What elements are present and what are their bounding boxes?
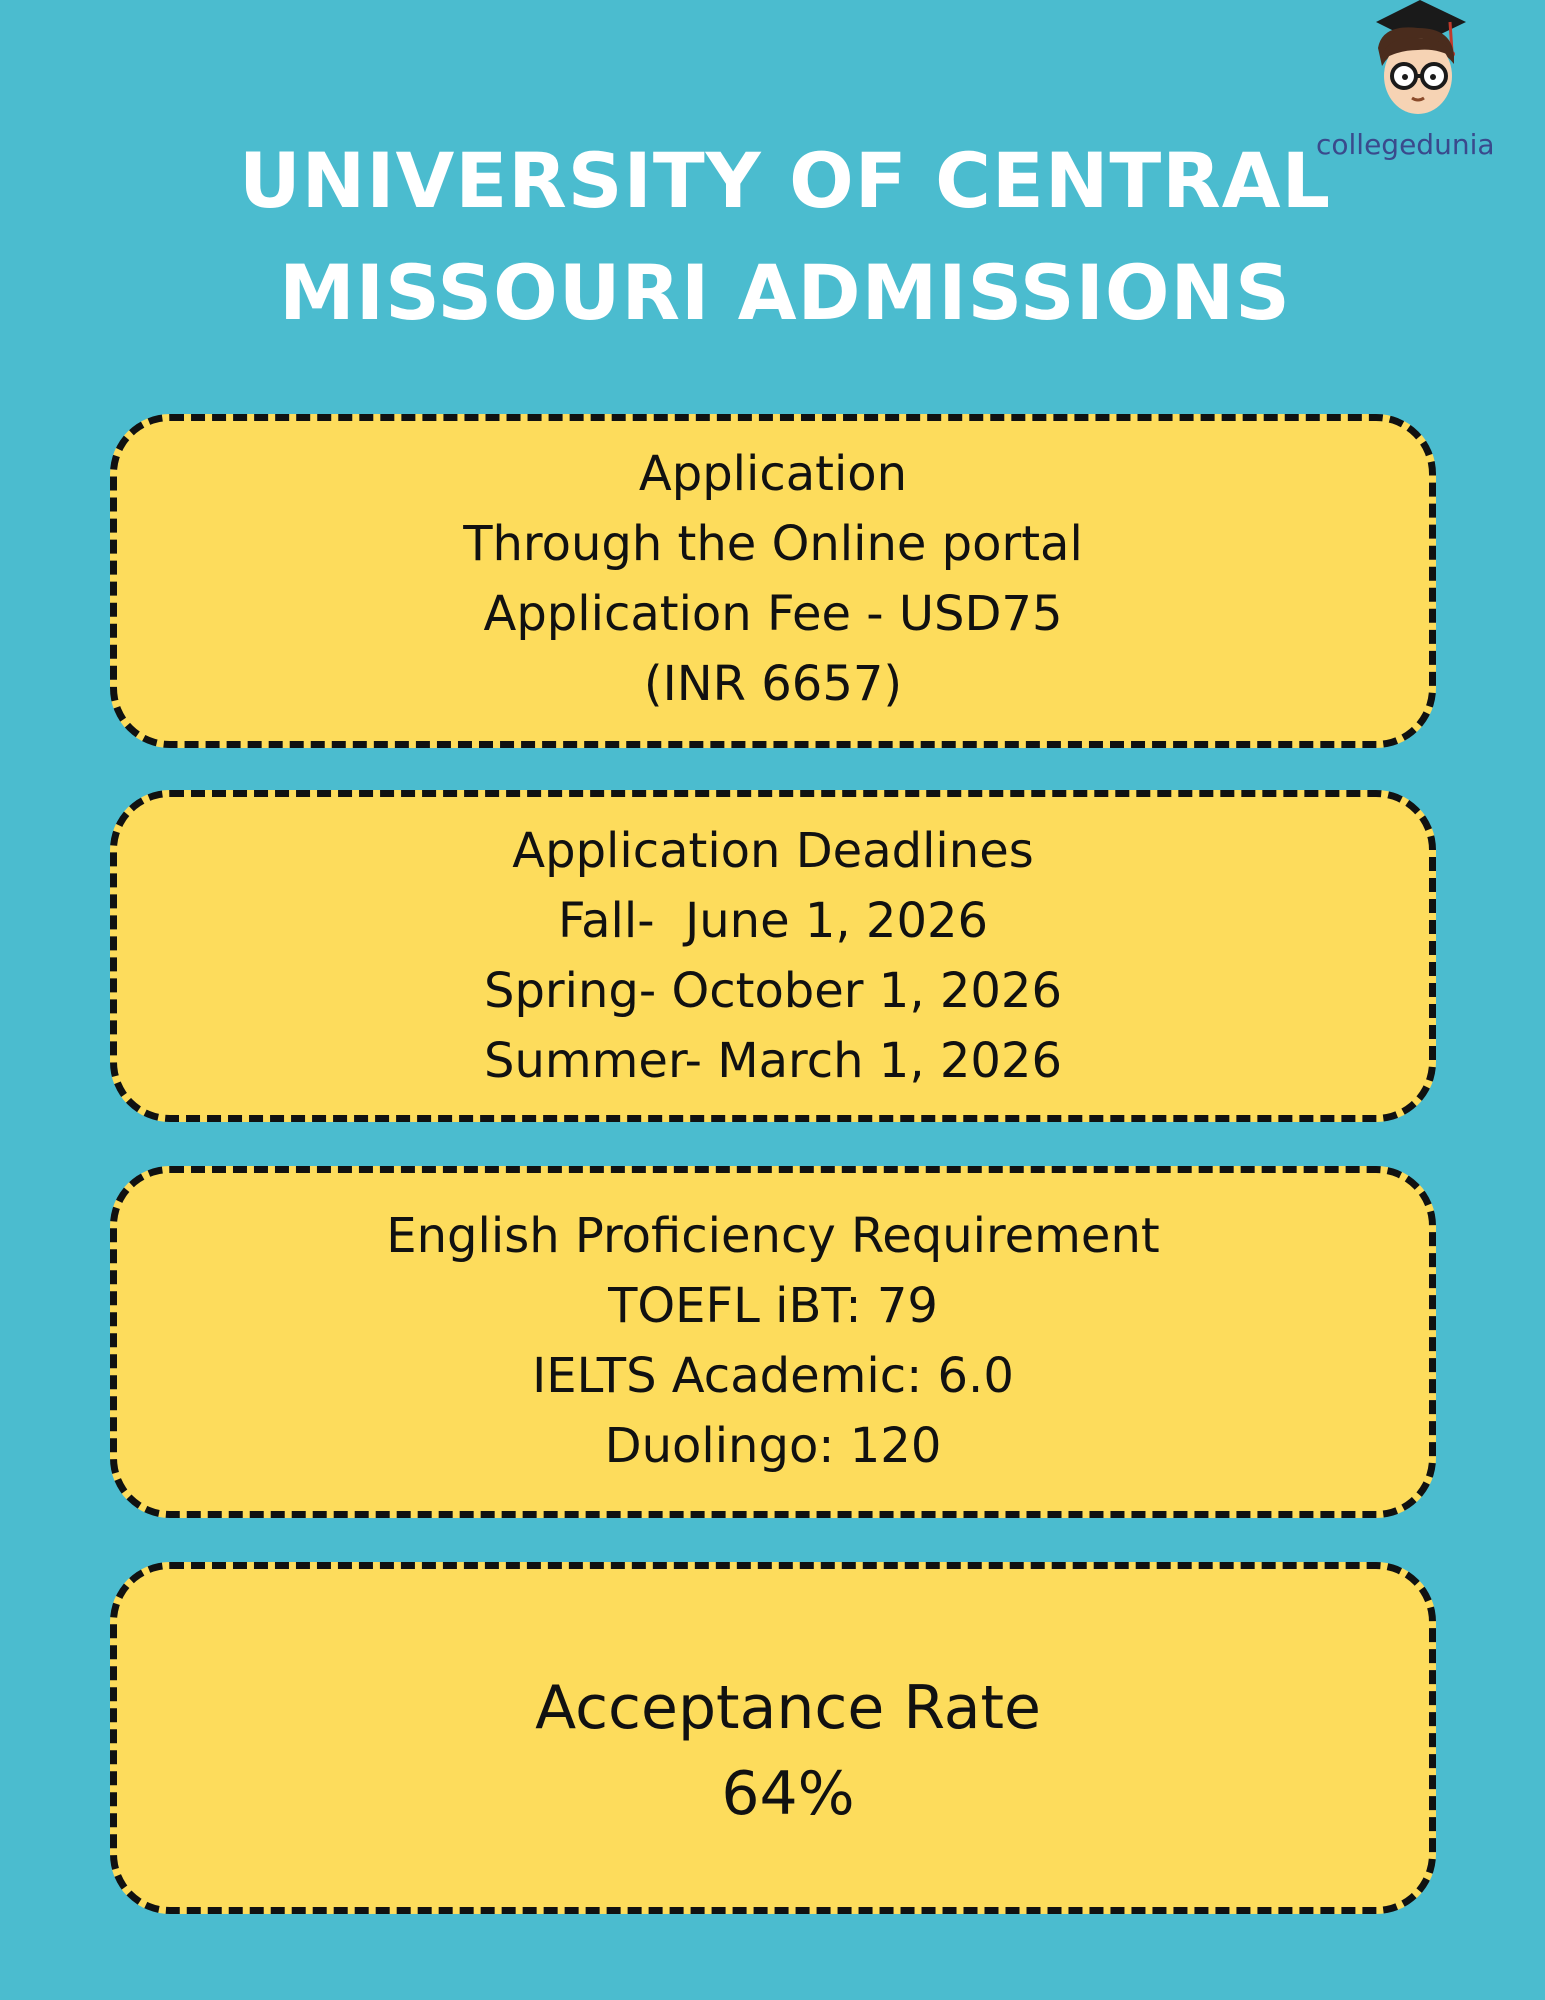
- acceptance-rate-card: [110, 1562, 1436, 1914]
- card-line: Spring- October 1, 2026: [483, 963, 1063, 1019]
- card-line: Summer- March 1, 2026: [484, 1033, 1062, 1089]
- graduate-mascot-icon: [1358, 0, 1468, 125]
- title-line-1: UNIVERSITY OF CENTRAL: [238, 136, 1332, 225]
- card-line: TOEFL iBT: 79: [608, 1278, 938, 1334]
- application-card: [110, 414, 1436, 748]
- page-title: [160, 125, 1410, 349]
- card-heading: Application: [638, 446, 908, 502]
- deadlines-card: [110, 790, 1436, 1122]
- card-line: Through the Online portal: [463, 516, 1083, 572]
- card-heading: Application Deadlines: [512, 823, 1034, 879]
- acceptance-rate-value: 64%: [721, 1759, 855, 1829]
- logo-text: collegedunia: [1316, 128, 1495, 161]
- card-heading: Acceptance Rate: [535, 1673, 1041, 1743]
- card-line: IELTS Academic: 6.0: [532, 1348, 1014, 1404]
- card-line: Application Fee - USD75: [483, 586, 1063, 642]
- card-heading: English Proficiency Requirement: [386, 1208, 1160, 1264]
- card-line: Fall- June 1, 2026: [557, 893, 989, 949]
- card-line: Duolingo: 120: [604, 1418, 942, 1474]
- title-line-2: MISSOURI ADMISSIONS: [279, 248, 1291, 337]
- english-proficiency-card: [110, 1166, 1436, 1518]
- card-line: (INR 6657): [643, 656, 903, 712]
